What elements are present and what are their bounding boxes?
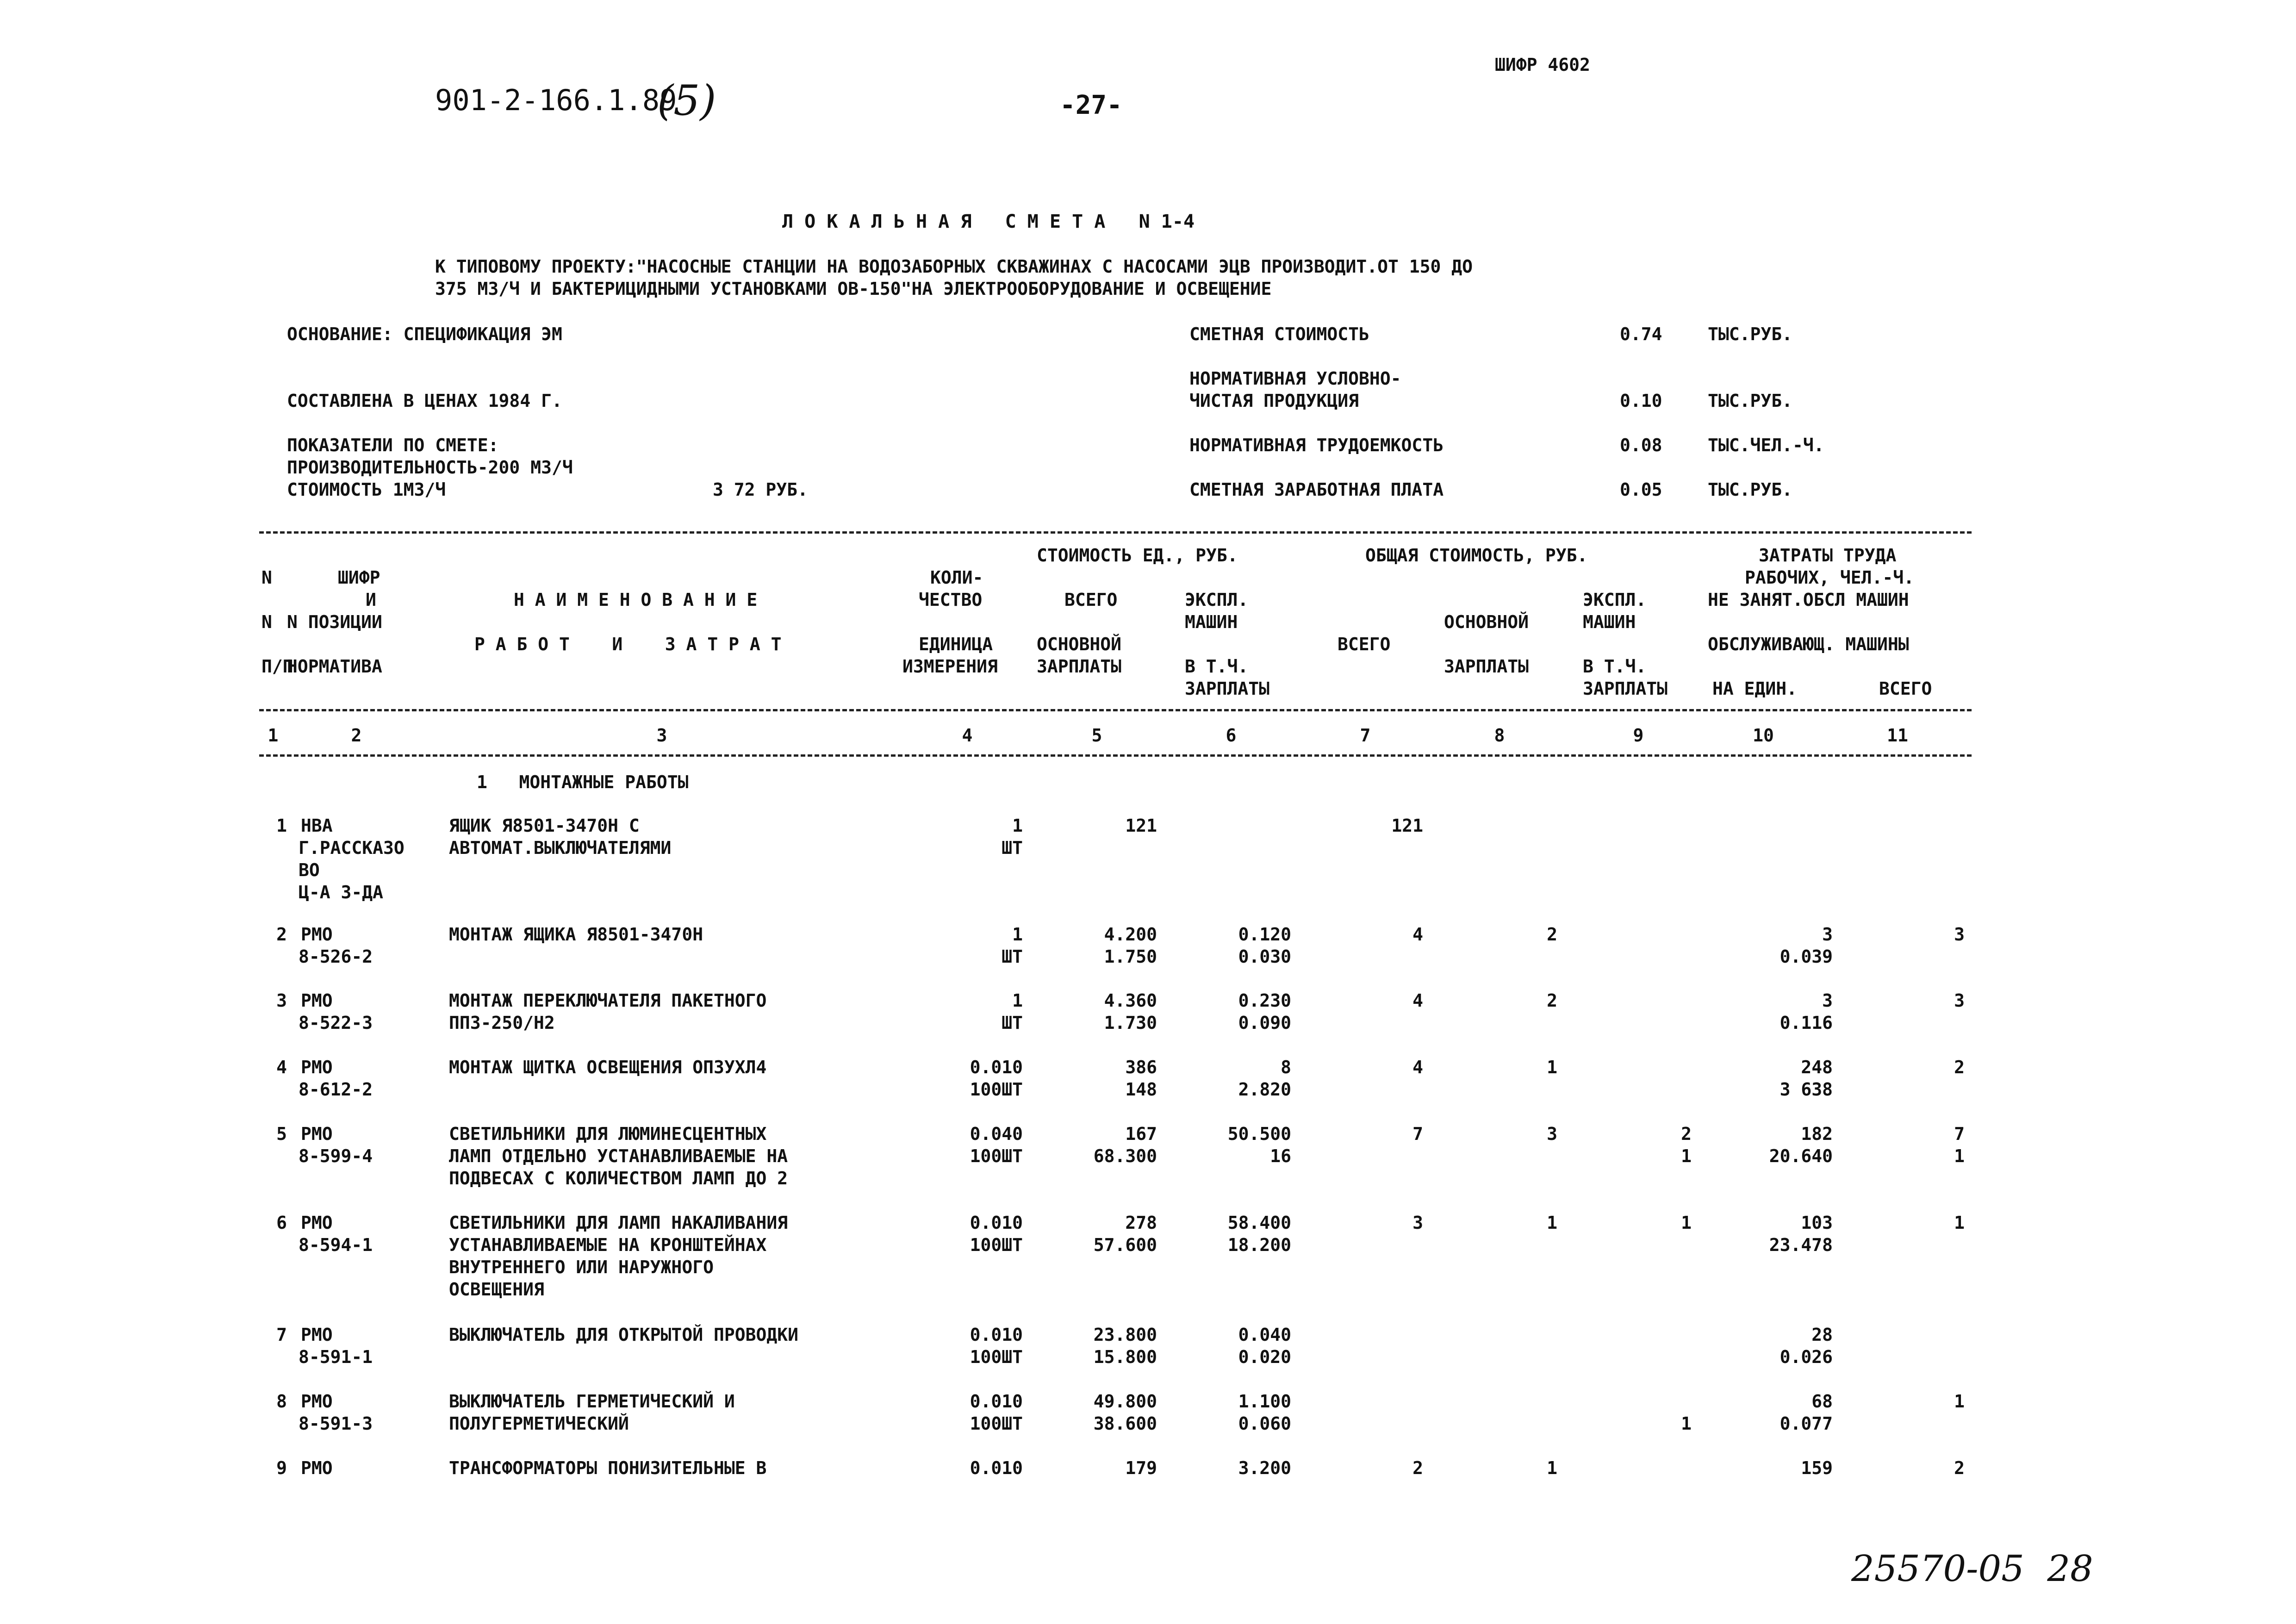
row-basic-wages: 1 [1547,1458,1557,1478]
hdr-col11-total: ВСЕГО [1879,678,1932,699]
row-labor-per-unit: 3 [1822,990,1833,1011]
row-labor-machines-per-unit: 0.077 [1780,1413,1833,1434]
row-total: 7 [1412,1124,1423,1144]
row-labor-per-unit: 28 [1811,1325,1833,1345]
hdr-col4-unit: ЕДИНИЦА [919,634,993,654]
row-unit-total: 4.360 [1104,990,1157,1011]
row-name: МОНТАЖ ЩИТКА ОСВЕЩЕНИЯ ОП3УХЛ4 [449,1057,767,1077]
hdr-col6-exploit: ЭКСПЛ. [1185,590,1249,610]
col-number: 3 [656,725,667,746]
row-name: ЛАМП ОТДЕЛЬНО УСТАНАВЛИВАЕМЫЕ НА [449,1146,788,1166]
row-unit-total: 49.800 [1093,1391,1157,1412]
row-quantity: 0.010 [970,1213,1023,1233]
col-number: 11 [1887,725,1908,746]
hdr-labor-group-2: РАБОЧИХ, ЧЕЛ.-Ч. [1745,567,1915,588]
row-unit-total: 278 [1125,1213,1157,1233]
row-unit-wages: 38.600 [1093,1413,1157,1434]
row-name: ПОДВЕСАХ С КОЛИЧЕСТВОМ ЛАМП ДО 2 [449,1168,788,1188]
basis-text: ОСНОВАНИЕ: СПЕЦИФИКАЦИЯ ЭМ [287,324,562,344]
hdr-col2-norm: НОРМАТИВА [287,656,382,677]
net-product-unit: ТЫС.РУБ. [1708,391,1793,411]
row-name: ВЫКЛЮЧАТЕЛЬ ГЕРМЕТИЧЕСКИЙ И [449,1391,735,1412]
row-name: ВНУТРЕННЕГО ИЛИ НАРУЖНОГО [449,1257,714,1277]
hdr-col4-qty: КОЛИ- [930,567,983,588]
row-labor-machines-per-unit: 0.039 [1780,946,1833,967]
row-quantity: 1 [1012,815,1023,836]
row-code: 8-594-1 [299,1235,373,1255]
row-name: АВТОМАТ.ВЫКЛЮЧАТЕЛЯМИ [449,838,672,858]
row-machines-wages: 1 [1681,1413,1692,1434]
row-unit-machines: 50.500 [1227,1124,1291,1144]
net-product-label-2: ЧИСТАЯ ПРОДУКЦИЯ [1189,391,1359,411]
row-unit-machines: 0.120 [1238,924,1291,945]
row-unit-wages: 68.300 [1093,1146,1157,1166]
estimated-cost-label: СМЕТНАЯ СТОИМОСТЬ [1189,324,1369,344]
row-unit-machines: 58.400 [1227,1213,1291,1233]
cost-value: 3 72 РУБ. [713,479,808,500]
hdr-col9-exploit: ЭКСПЛ. [1583,590,1647,610]
row-unit-total: 179 [1125,1458,1157,1478]
row-machines-wages: 1 [1681,1146,1692,1166]
row-quantity: 0.010 [970,1391,1023,1412]
subtitle-line-2: 375 М3/Ч И БАКТЕРИЦИДНЫМИ УСТАНОВКАМИ ОВ-150"НА ЭЛЕКТРООБОРУДОВАНИЕ И ОСВЕЩЕНИЕ [435,279,1272,299]
row-labor-total: 3 [1954,924,1965,945]
row-basic-wages: 2 [1547,990,1557,1011]
row-unit-total: 23.800 [1093,1325,1157,1345]
row-labor-machines-total: 1 [1954,1146,1965,1166]
row-number: 6 [276,1213,287,1233]
subtitle-line-1: К ТИПОВОМУ ПРОЕКТУ:"НАСОСНЫЕ СТАНЦИИ НА ВОДОЗАБОРНЫХ СКВАЖИНАХ С НАСОСАМИ ЭЦВ ПРОИЗВОДИТ.ОТ 150 ДО [435,256,1473,277]
row-name: СВЕТИЛЬНИКИ ДЛЯ ЛЮМИНЕСЦЕНТНЫХ [449,1124,767,1144]
row-unit: 100ШТ [970,1146,1023,1166]
row-unit-machine-wages: 18.200 [1227,1235,1291,1255]
net-product-label: НОРМАТИВНАЯ УСЛОВНО- [1189,368,1401,389]
row-name: МОНТАЖ ЯЩИКА Я8501-3470Н [449,924,703,945]
row-unit-machines: 3.200 [1238,1458,1291,1478]
labor-intensity-label: НОРМАТИВНАЯ ТРУДОЕМКОСТЬ [1189,435,1444,455]
row-name: ПП3-250/Н2 [449,1013,555,1033]
productivity-text: ПРОИЗВОДИТЕЛЬНОСТЬ-200 М3/Ч [287,457,573,478]
hdr-col5-wages: ЗАРПЛАТЫ [1037,656,1122,677]
row-unit-total: 121 [1125,815,1157,836]
row-labor-total: 1 [1954,1213,1965,1233]
row-number: 7 [276,1325,287,1345]
col-number: 10 [1753,725,1774,746]
row-labor-total: 3 [1954,990,1965,1011]
row-labor-machines-per-unit: 0.116 [1780,1013,1833,1033]
row-code: ВО [299,860,320,880]
document-code: 901-2-166.1.89 [435,83,677,117]
row-name: МОНТАЖ ПЕРЕКЛЮЧАТЕЛЯ ПАКЕТНОГО [449,990,767,1011]
hdr-col1-n2: N [261,612,272,632]
row-unit: ШТ [1002,946,1023,967]
net-product-value: 0.10 [1620,391,1662,411]
hdr-unit-cost-group: СТОИМОСТЬ ЕД., РУБ. [1037,545,1238,566]
estimated-cost-value: 0.74 [1620,324,1662,344]
col-number: 8 [1494,725,1505,746]
col-number: 2 [351,725,362,746]
row-code: 8-526-2 [299,946,373,967]
row-quantity: 0.040 [970,1124,1023,1144]
row-code: РМО [301,924,333,945]
cipher-label: ШИФР 4602 [1495,55,1590,75]
table-rule-numbers-bottom [259,754,1972,757]
row-basic-wages: 1 [1547,1057,1557,1077]
wage-fund-label: СМЕТНАЯ ЗАРАБОТНАЯ ПЛАТА [1189,479,1444,500]
labor-intensity-unit: ТЫС.ЧЕЛ.-Ч. [1708,435,1824,455]
row-code: РМО [301,1213,333,1233]
col-number: 9 [1633,725,1644,746]
row-code: 8-522-3 [299,1013,373,1033]
hdr-col10-per-unit: НА ЕДИН. [1712,678,1798,699]
row-labor-machines-per-unit: 0.026 [1780,1347,1833,1367]
row-name: ОСВЕЩЕНИЯ [449,1279,544,1300]
labor-intensity-value: 0.08 [1620,435,1662,455]
document-code-suffix: (5) [657,76,716,125]
row-name: ТРАНСФОРМАТОРЫ ПОНИЗИТЕЛЬНЫЕ В [449,1458,767,1478]
row-total: 4 [1412,924,1423,945]
row-labor-per-unit: 248 [1801,1057,1833,1077]
row-unit-wages: 1.730 [1104,1013,1157,1033]
row-unit: 100ШТ [970,1235,1023,1255]
row-code: РМО [301,1391,333,1412]
hdr-col9-wages: ЗАРПЛАТЫ [1583,678,1668,699]
row-unit-machine-wages: 16 [1270,1146,1291,1166]
estimated-cost-unit: ТЫС.РУБ. [1708,324,1793,344]
row-labor-machines-per-unit: 23.478 [1769,1235,1833,1255]
hdr-col3-name: Н А И М Е Н О В А Н И Е [514,590,758,610]
hdr-total-cost-group: ОБЩАЯ СТОИМОСТЬ, РУБ. [1365,545,1588,566]
row-unit-total: 4.200 [1104,924,1157,945]
wage-fund-unit: ТЫС.РУБ. [1708,479,1793,500]
hdr-col7-total: ВСЕГО [1338,634,1391,654]
hdr-col2-cipher: ШИФР [338,567,380,588]
row-labor-machines-per-unit: 3 638 [1780,1079,1833,1100]
row-name: СВЕТИЛЬНИКИ ДЛЯ ЛАМП НАКАЛИВАНИЯ [449,1213,788,1233]
hdr-col3-works: Р А Б О Т И З А Т Р А Т [474,634,782,654]
hdr-col4-qty2: ЧЕСТВО [919,590,983,610]
row-quantity: 1 [1012,990,1023,1011]
row-total: 4 [1412,990,1423,1011]
row-labor-total: 2 [1954,1057,1965,1077]
row-unit-wages: 15.800 [1093,1347,1157,1367]
hdr-col8-wages: ЗАРПЛАТЫ [1444,656,1529,677]
row-quantity: 0.010 [970,1458,1023,1478]
hdr-col1-pp: П/П [261,656,293,677]
row-number: 5 [276,1124,287,1144]
row-code: 8-591-3 [299,1413,373,1434]
hdr-col6-incl: В Т.Ч. [1185,656,1249,677]
row-unit: ШТ [1002,838,1023,858]
col-number: 6 [1226,725,1237,746]
row-labor-total: 2 [1954,1458,1965,1478]
hdr-col1-n1: N [261,567,272,588]
row-labor-machines-per-unit: 20.640 [1769,1146,1833,1166]
row-labor-total: 7 [1954,1124,1965,1144]
hdr-col6-wages: ЗАРПЛАТЫ [1185,678,1270,699]
row-labor-per-unit: 68 [1811,1391,1833,1412]
row-machines-total: 2 [1681,1124,1692,1144]
row-unit: ШТ [1002,1013,1023,1033]
row-total: 121 [1391,815,1423,836]
page-number: -27- [1060,90,1122,120]
row-unit-total: 386 [1125,1057,1157,1077]
row-unit-machines: 1.100 [1238,1391,1291,1412]
hdr-col9-machines: МАШИН [1583,612,1636,632]
hdr-labor-machines: ОБСЛУЖИВАЮЩ. МАШИНЫ [1708,634,1909,654]
row-number: 8 [276,1391,287,1412]
compiled-text: СОСТАВЛЕНА В ЦЕНАХ 1984 Г. [287,391,562,411]
hdr-labor-not-machines: НЕ ЗАНЯТ.ОБСЛ МАШИН [1708,590,1909,610]
cost-label: СТОИМОСТЬ 1М3/Ч [287,479,446,500]
row-name: УСТАНАВЛИВАЕМЫЕ НА КРОНШТЕЙНАХ [449,1235,767,1255]
row-labor-per-unit: 159 [1801,1458,1833,1478]
section-title: 1 МОНТАЖНЫЕ РАБОТЫ [477,772,689,792]
row-code: 8-591-1 [299,1347,373,1367]
row-unit-machines: 0.230 [1238,990,1291,1011]
row-total: 2 [1412,1458,1423,1478]
row-name: ВЫКЛЮЧАТЕЛЬ ДЛЯ ОТКРЫТОЙ ПРОВОДКИ [449,1325,798,1345]
row-unit-machine-wages: 0.020 [1238,1347,1291,1367]
row-code: РМО [301,1458,333,1478]
indicators-text: ПОКАЗАТЕЛИ ПО СМЕТЕ: [287,435,499,455]
hdr-col5-total: ВСЕГО [1064,590,1118,610]
row-unit-machine-wages: 0.060 [1238,1413,1291,1434]
row-name: ЯЩИК Я8501-3470Н С [449,815,640,836]
row-unit-total: 167 [1125,1124,1157,1144]
wage-fund-value: 0.05 [1620,479,1662,500]
row-unit-machines: 8 [1281,1057,1291,1077]
row-code: Ц-А З-ДА [299,882,384,902]
hdr-col2-position: N ПОЗИЦИИ [287,612,382,632]
row-unit-machines: 0.040 [1238,1325,1291,1345]
row-quantity: 1 [1012,924,1023,945]
document-title: Л О К А Л Ь Н А Я С М Е Т А N 1-4 [782,211,1195,232]
row-labor-per-unit: 103 [1801,1213,1833,1233]
row-code: 8-599-4 [299,1146,373,1166]
hdr-col2-and: И [366,590,376,610]
row-code: РМО [301,1325,333,1345]
hdr-labor-group: ЗАТРАТЫ ТРУДА [1759,545,1897,566]
col-number: 7 [1360,725,1371,746]
row-number: 4 [276,1057,287,1077]
row-unit: 100ШТ [970,1079,1023,1100]
row-number: 1 [276,815,287,836]
col-number: 5 [1091,725,1102,746]
hdr-col8-basic: ОСНОВНОЙ [1444,612,1529,632]
table-rule-header-bottom [259,709,1972,711]
row-total: 3 [1412,1213,1423,1233]
row-unit-wages: 57.600 [1093,1235,1157,1255]
row-unit-wages: 1.750 [1104,946,1157,967]
row-basic-wages: 2 [1547,924,1557,945]
hdr-col4-unit2: ИЗМЕРЕНИЯ [902,656,998,677]
col-number: 1 [268,725,279,746]
table-rule-top [259,531,1972,534]
hdr-col5-basic: ОСНОВНОЙ [1037,634,1122,654]
row-code: РМО [301,1057,333,1077]
row-code: РМО [301,1124,333,1144]
row-unit-machine-wages: 0.090 [1238,1013,1291,1033]
hdr-col6-machines: МАШИН [1185,612,1238,632]
row-basic-wages: 1 [1547,1213,1557,1233]
row-quantity: 0.010 [970,1325,1023,1345]
footer-stamp: 25570-05 28 [1851,1548,2093,1590]
row-code: Г.РАССКАЗО [299,838,404,858]
row-quantity: 0.010 [970,1057,1023,1077]
row-labor-per-unit: 3 [1822,924,1833,945]
row-unit-machine-wages: 2.820 [1238,1079,1291,1100]
row-labor-per-unit: 182 [1801,1124,1833,1144]
row-code: НВА [301,815,333,836]
col-number: 4 [962,725,973,746]
row-number: 9 [276,1458,287,1478]
row-unit: 100ШТ [970,1347,1023,1367]
row-unit: 100ШТ [970,1413,1023,1434]
row-unit-wages: 148 [1125,1079,1157,1100]
row-number: 2 [276,924,287,945]
row-labor-total: 1 [1954,1391,1965,1412]
row-name: ПОЛУГЕРМЕТИЧЕСКИЙ [449,1413,629,1434]
row-code: РМО [301,990,333,1011]
row-machines-total: 1 [1681,1213,1692,1233]
row-basic-wages: 3 [1547,1124,1557,1144]
hdr-col9-incl: В Т.Ч. [1583,656,1647,677]
row-code: 8-612-2 [299,1079,373,1100]
row-total: 4 [1412,1057,1423,1077]
row-number: 3 [276,990,287,1011]
row-unit-machine-wages: 0.030 [1238,946,1291,967]
